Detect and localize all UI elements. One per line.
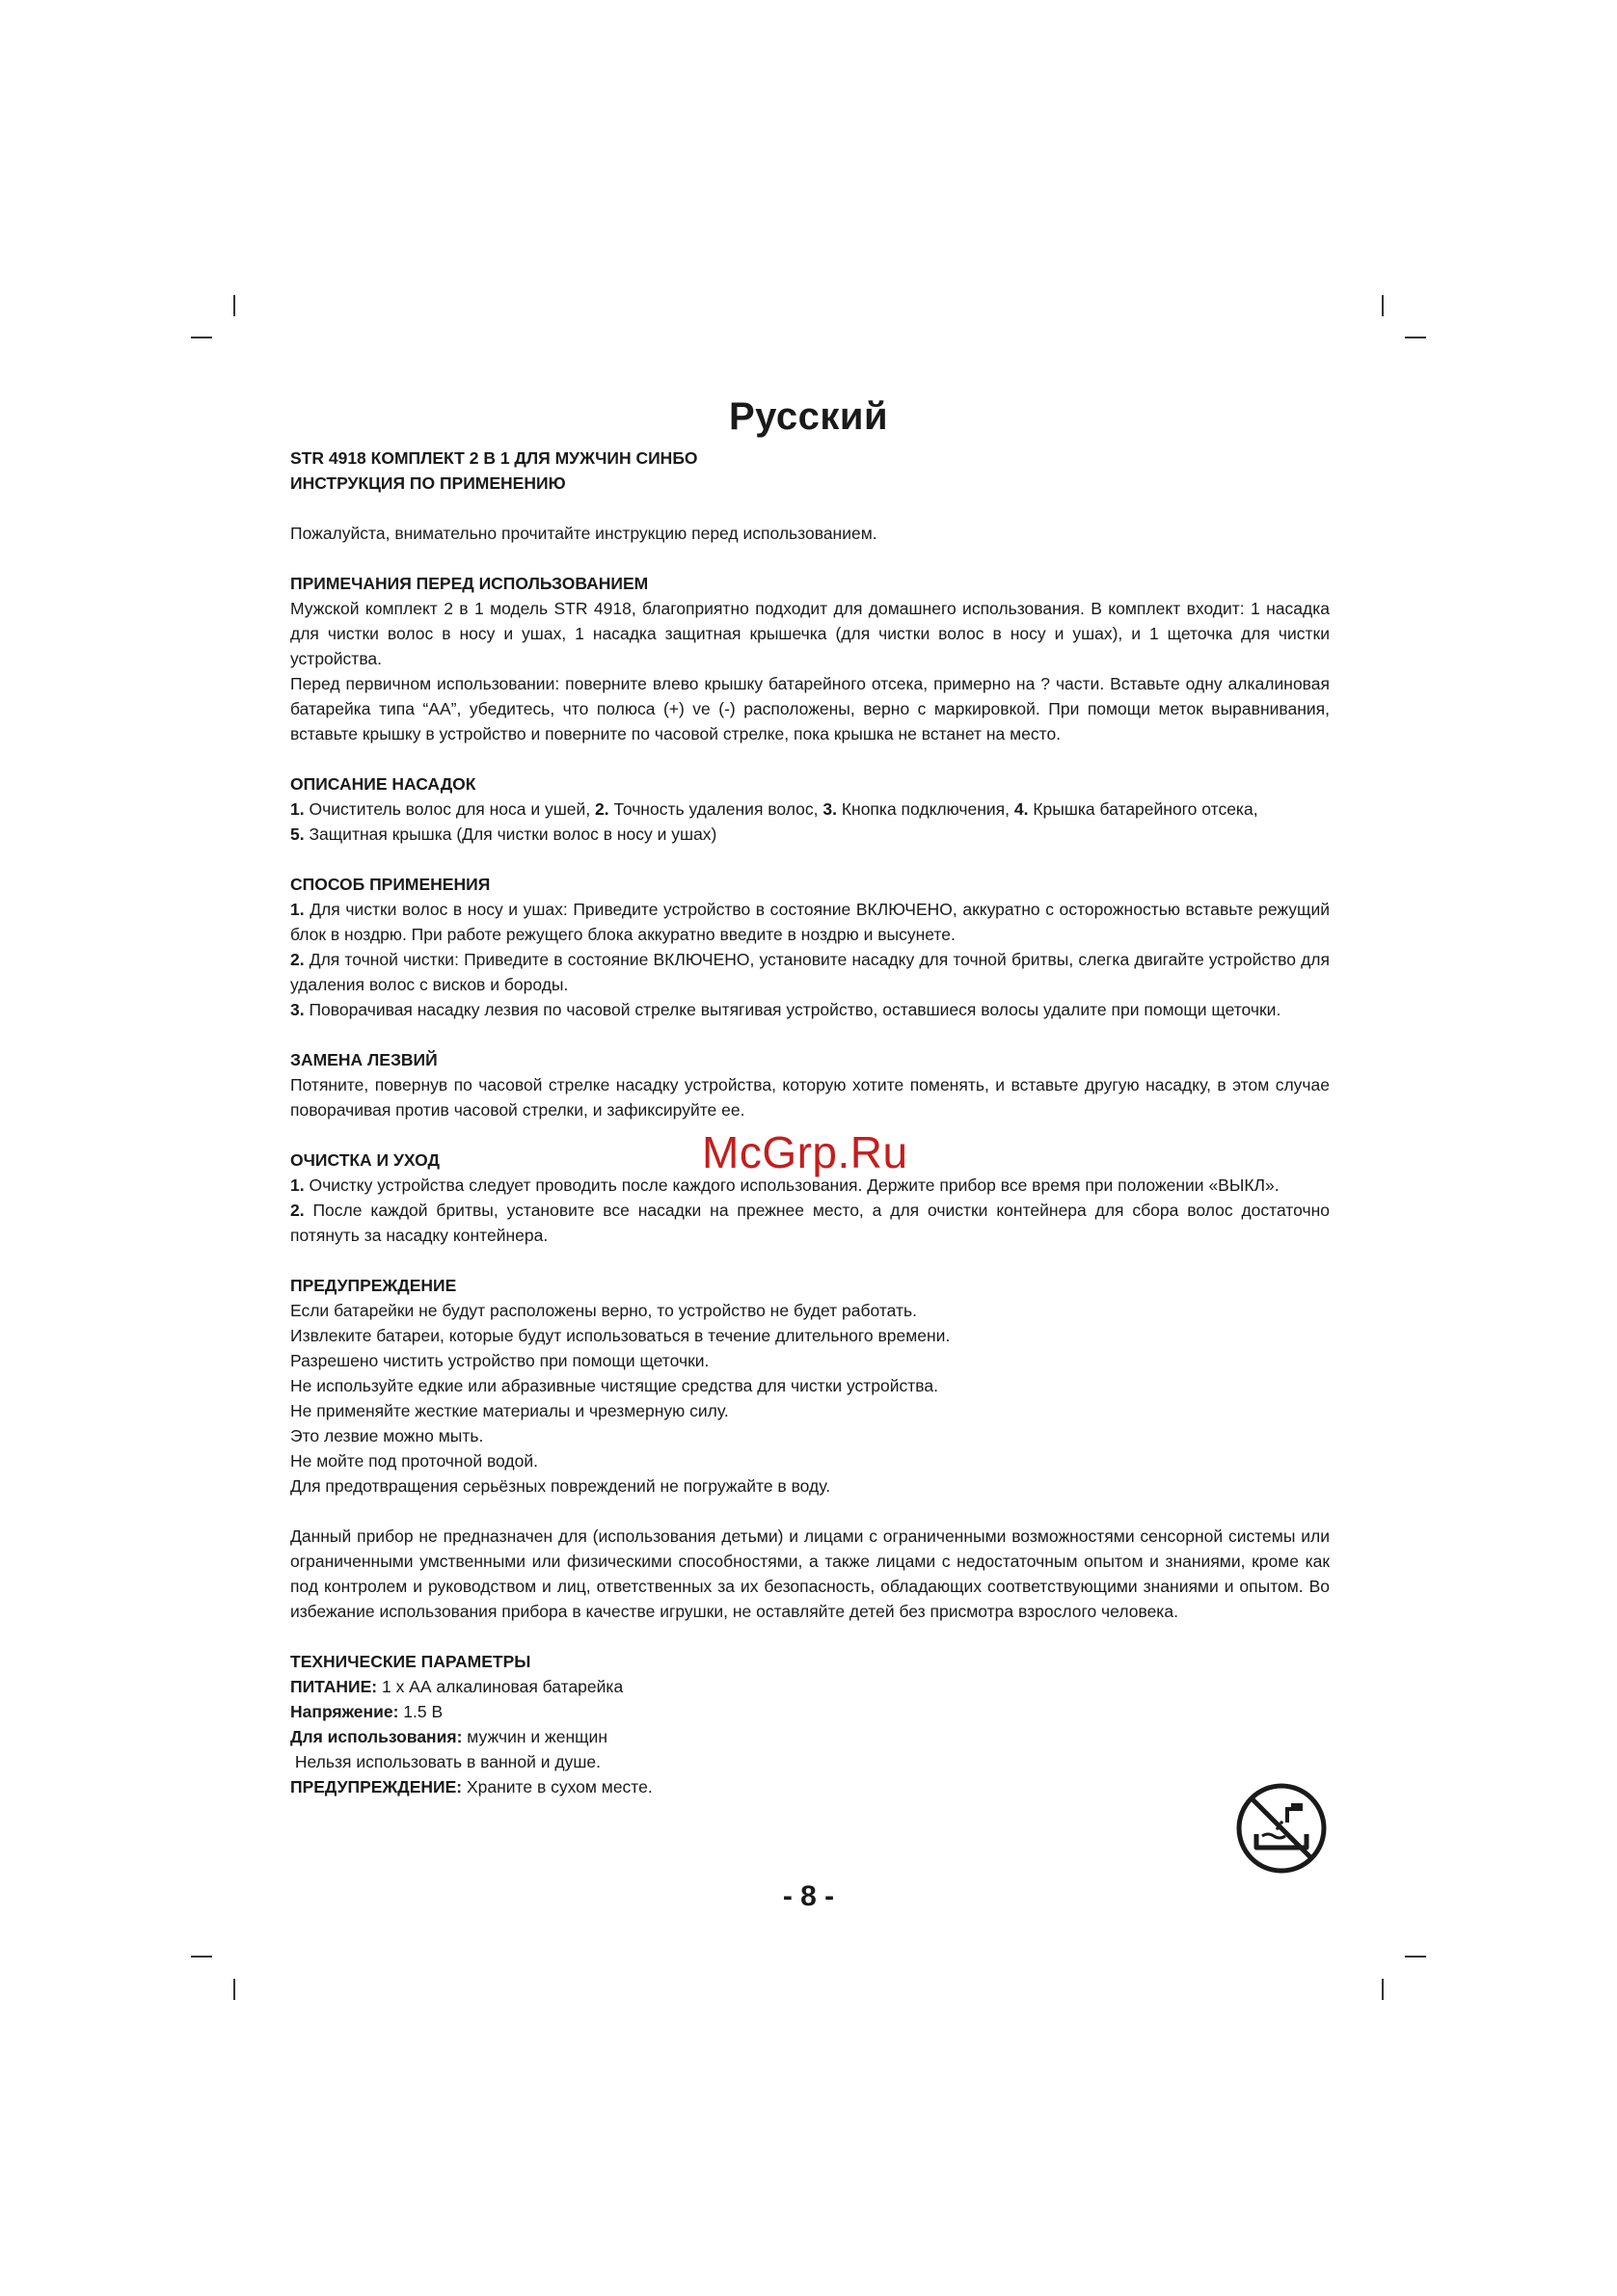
spec-warning [290,1774,1330,1799]
warning-line: Не применяйте жесткие материалы и чрезмерную силу. [290,1401,729,1420]
item-text: Для чистки волос в носу и ушах: Приведите устройство в состояние ВКЛЮЧЕНО, аккуратно с осторожностью вставьте режущий блок в ноздрю. При работе режущего блока аккуратно введите в ноздрю и высунете. [290,900,1330,944]
spec-label: Для использования: [290,1727,463,1746]
item-text: Защитная крышка (Для чистки волос в носу и ушах) [304,824,717,844]
header-line-2: ИНСТРУКЦИЯ ПО ПРИМЕНЕНИЮ [290,473,566,493]
paragraph [290,822,1330,847]
item-text: Крышка батарейного отсека, [1028,799,1258,819]
section-attachments [290,771,1330,847]
item-number: 1. [290,1175,305,1195]
intro-text: Пожалуйста, внимательно прочитайте инструкцию перед использованием. [290,524,877,543]
page-number: - 8 - [782,1880,835,1912]
spec-label: Напряжение: [290,1702,399,1721]
crop-mark [1405,337,1426,338]
item-text: Точность удаления волос, [608,799,823,819]
section-title: ТЕХНИЧЕСКИЕ ПАРАМЕТРЫ [290,1652,531,1671]
warning-line: Не мойте под проточной водой. [290,1451,538,1471]
item-number: 2. [290,1201,305,1220]
paragraph [290,1198,1330,1248]
section-title: ПРЕДУПРЕЖДЕНИЕ [290,1276,457,1295]
section-title: ПРИМЕЧАНИЯ ПЕРЕД ИСПОЛЬЗОВАНИЕМ [290,574,649,593]
crop-mark [1382,295,1384,316]
crop-mark [191,1956,212,1958]
item-number: 2. [595,799,609,819]
spec-power [290,1674,1330,1699]
document-header [290,446,1330,496]
item-number: 1. [290,799,305,819]
crop-mark [233,1979,235,2000]
crop-mark [1382,1979,1384,2000]
crop-mark [233,295,235,316]
warning-line: Извлеките батареи, которые будут использоваться в течение длительного времени. [290,1326,951,1345]
paragraph: Перед первичном использовании: поверните влево крышку батарейного отсека, примерно на ? части. Вставьте одну алкалиновая батарейка типа “АА”, убедитесь, что полюса (+) ve (-) расположены, верно с маркировкой. При помощи меток выравнивания, вставьте крышку в устройство и поверните по часовой стрелке, пока крышка не встанет на место. [290,674,1330,743]
paragraph: Мужской комплект 2 в 1 модель STR 4918, благоприятно подходит для домашнего использования. В комплект входит: 1 насадка для чистки волос в носу и ушах, 1 насадка защитная крышечка (для чистки волос в носу и ушах), и 1 щеточка для чистки устройства. [290,599,1330,668]
item-number: 1. [290,900,305,919]
spec-label: ПИТАНИЕ: [290,1677,378,1696]
paragraph [290,947,1330,997]
section-title: ОПИСАНИЕ НАСАДОК [290,774,476,794]
item-text: Очиститель волос для носа и ушей, [304,799,596,819]
section-title: СПОСОБ ПРИМЕНЕНИЯ [290,875,491,894]
warning-line: Не используйте едкие или абразивные чистящие средства для чистки устройства. [290,1376,938,1395]
item-number: 3. [822,799,837,819]
section-title: ЗАМЕНА ЛЕЗВИЙ [290,1050,438,1069]
warning-line: Если батарейки не будут расположены верно, то устройство не будет работать. [290,1301,917,1320]
spec-bath-note: Нельзя использовать в ванной и душе. [290,1752,601,1771]
crop-mark [191,337,212,338]
paragraph [290,897,1330,947]
spec-label: ПРЕДУПРЕЖДЕНИЕ: [290,1777,463,1796]
section-notes [290,571,1330,746]
section-title: ОЧИСТКА И УХОД [290,1150,440,1170]
section-specs [290,1649,1330,1799]
item-text: Поворачивая насадку лезвия по часовой стрелке вытягивая устройство, оставшиеся волосы удалите при помощи щеточки. [304,1000,1281,1019]
page-title: Русский [728,395,889,438]
item-number: 3. [290,1000,305,1019]
warning-line: Это лезвие можно мыть. [290,1426,484,1445]
section-warning [290,1273,1330,1499]
watermark: McGrp.Ru [702,1127,908,1177]
document-body [290,446,1330,1799]
item-text: Очистку устройства следует проводить после каждого использования. Держите прибор все время при положении «ВЫКЛ». [304,1175,1280,1195]
no-water-bath-icon [1233,1780,1330,1877]
section-blades [290,1047,1330,1122]
spec-value: Храните в сухом месте. [462,1777,653,1796]
paragraph: Потяните, повернув по часовой стрелке насадку устройства, которую хотите поменять, и вставьте другую насадку, в этом случае поворачивая против часовой стрелки, и зафиксируйте ее. [290,1075,1330,1120]
crop-mark [1405,1956,1426,1958]
item-number: 2. [290,950,305,969]
spec-use [290,1724,1330,1749]
warning-line: Разрешено чистить устройство при помощи щеточки. [290,1351,710,1370]
header-line-1: STR 4918 КОМПЛЕКТ 2 В 1 ДЛЯ МУЖЧИН СИНБО [290,448,698,468]
spec-value: 1 х АА алкалиновая батарейка [377,1677,624,1696]
item-number: 4. [1013,799,1029,819]
spec-value: 1.5 В [398,1702,444,1721]
paragraph [290,997,1330,1022]
spec-voltage [290,1699,1330,1724]
item-text: Для точной чистки: Приведите в состояние ВКЛЮЧЕНО, установите насадку для точной бритвы, слегка двигайте устройство для удаления волос с висков и бороды. [290,950,1330,994]
item-text: После каждой бритвы, установите все насадки на прежнее место, а для очистки контейнера для сбора волос достаточно потянуть за насадку контейнера. [290,1201,1330,1245]
item-text: Кнопка подключения, [836,799,1014,819]
disclaimer-paragraph: Данный прибор не предназначен для (использования детьми) и лицами с ограниченными возможностями сенсорной системы или ограниченными умственными или физическими способностями, а также лицами с недостаточным опытом и знаниями, кроме как под контролем и руководством и лиц, ответственных за их безопасность, обладающих соответствующими знаниями и опытом. Во избежание использования прибора в качестве игрушки, не оставляйте детей без присмотра взрослого человека. [290,1526,1330,1621]
item-number: 5. [290,824,305,844]
spec-value: мужчин и женщин [462,1727,607,1746]
section-usage [290,872,1330,1022]
paragraph [290,797,1330,822]
warning-line: Для предотвращения серьёзных повреждений не погружайте в воду. [290,1476,831,1496]
